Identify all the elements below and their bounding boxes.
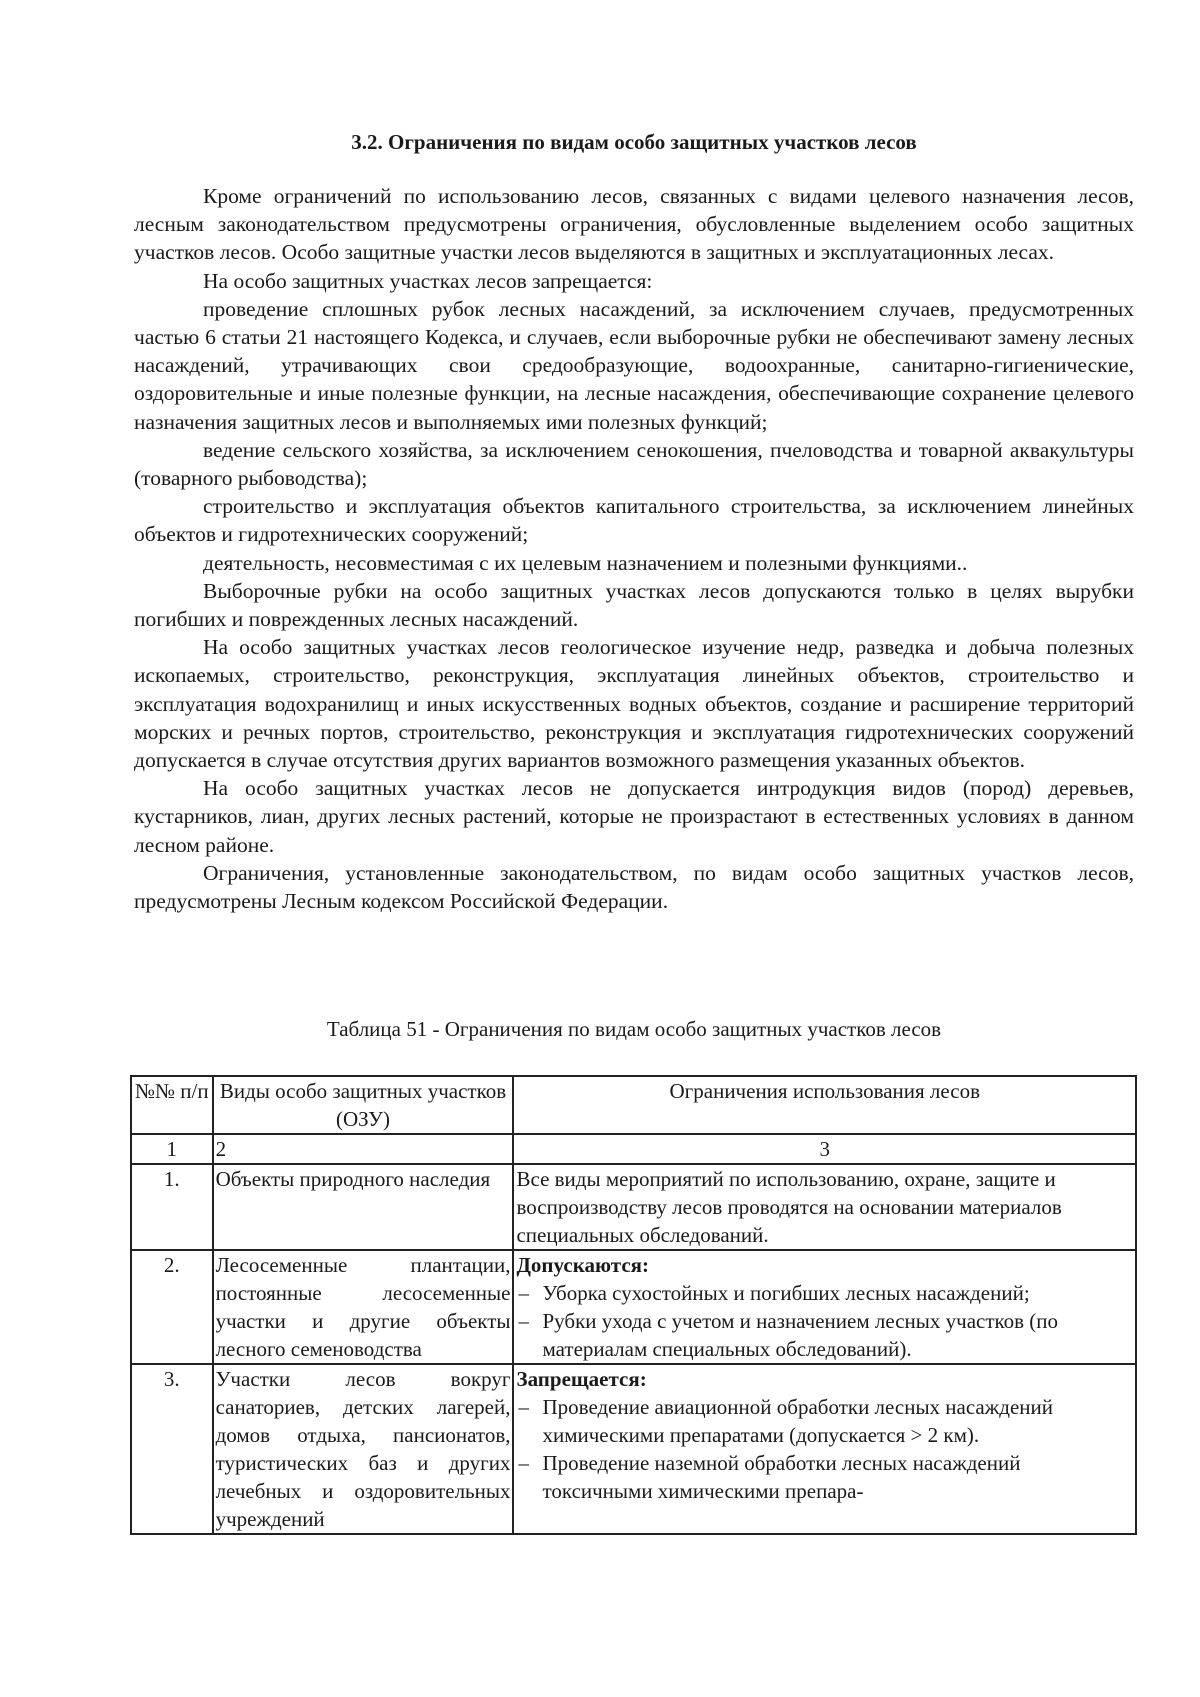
restriction-heading: Допускаются: xyxy=(516,1253,650,1277)
section-title: 3.2. Ограничения по видам особо защитных участков лесов xyxy=(351,130,917,154)
restriction-item: – Рубки ухода с учетом и назначением лесных участков (по материалам специальных обследований). xyxy=(516,1307,1133,1363)
row-restriction-cell xyxy=(513,1250,1136,1364)
row-restriction-cell xyxy=(513,1364,1136,1534)
table-row xyxy=(131,1164,1136,1250)
paragraph: проведение сплошных рубок лесных насаждений, за исключением случаев, предусмотренных частью 6 статьи 21 настоящего Кодекса, и случаев, если выборочные рубки не обеспечивают замену лесных насаждений, утрачивающих свои средообразующие, водоохранные, санитарно-гигиенические, оздоровительные и иные полезные функции, на лесные насаждения, обеспечивающие сохранение целевого назначения защитных лесов и выполняемых ими полезных функций; xyxy=(134,296,1134,434)
paragraph: На особо защитных участках лесов запрещается: xyxy=(203,268,653,293)
paragraph: На особо защитных участках лесов геологическое изучение недр, разведка и добыча полезных ископаемых, строительство, реконструкция, эксплуатация линейных объектов, строительство и эксплуатация водохранилищ и иных искусственных водных объектов, создание и расширение территорий морских и речных портов, строительство, реконструкция и эксплуатация гидротехнических сооружений допускается в случае отсутствия других вариантов возможного размещения указанных объектов. xyxy=(134,635,1134,773)
paragraph: На особо защитных участках лесов не допускается интродукция видов (пород) деревьев, кустарников, лиан, других лесных растений, которые не произрастают в естественных условиях в данном лесном районе. xyxy=(134,776,1134,857)
header-cell-restrictions: Ограничения использования лесов xyxy=(513,1076,1136,1134)
column-number-cell: 2 xyxy=(213,1134,514,1164)
restriction-item: – Проведение авиационной обработки лесных насаждений химическими препаратами (допускается > 2 км). xyxy=(516,1393,1133,1449)
row-kind-cell: Объекты природного наследия xyxy=(213,1164,514,1250)
row-number-cell: 1. xyxy=(131,1164,213,1250)
table-caption: Таблица 51 - Ограничения по видам особо защитных участков лесов xyxy=(326,1017,942,1041)
paragraph: строительство и эксплуатация объектов капитального строительства, за исключением линейных объектов и гидротехнических сооружений; xyxy=(134,494,1134,547)
paragraph: Кроме ограничений по использованию лесов, связанных с видами целевого назначения лесов, лесным законодательством предусмотрены ограничения, обусловленные выделением особо защитных участков лесов. Особо защитные участки лесов выделяются в защитных и эксплуатационных лесах. xyxy=(134,184,1134,265)
column-number-cell: 1 xyxy=(131,1134,213,1164)
table-row xyxy=(131,1364,1136,1534)
restriction-heading: Запрещается: xyxy=(516,1367,647,1391)
restriction-item: – Уборка сухостойных и погибших лесных насаждений; xyxy=(516,1279,1133,1307)
paragraph: деятельность, несовместимая с их целевым назначением и полезными функциями.. xyxy=(203,550,968,575)
table-row xyxy=(131,1250,1136,1364)
row-number-cell: 3. xyxy=(131,1364,213,1534)
row-kind-cell: Лесосеменные плантации, постоянные лесосеменные участки и другие объекты лесного семеноводства xyxy=(213,1250,514,1364)
row-number-cell: 2. xyxy=(131,1250,213,1364)
table-header-row xyxy=(131,1076,1136,1134)
row-restriction-cell: Все виды мероприятий по использованию, охране, защите и воспроизводству лесов проводятся на основании материалов специальных обследований. xyxy=(513,1164,1136,1250)
column-number-cell: 3 xyxy=(513,1134,1136,1164)
header-cell-number: №№ п/п xyxy=(131,1076,213,1134)
body-text xyxy=(134,182,1134,915)
header-cell-kind: Виды особо защитных участков (ОЗУ) xyxy=(213,1076,514,1134)
paragraph: Ограничения, установленные законодательством, по видам особо защитных участков лесов, предусмотрены Лесным кодексом Российской Федерации. xyxy=(134,860,1134,914)
paragraph: Выборочные рубки на особо защитных участках лесов допускаются только в целях вырубки погибших и поврежденных лесных насаждений. xyxy=(134,578,1134,632)
paragraph: ведение сельского хозяйства, за исключением сенокошения, пчеловодства и товарной аквакультуры (товарного рыбоводства); xyxy=(134,437,1134,491)
table-column-number-row xyxy=(131,1134,1136,1164)
row-kind-cell: Участки лесов вокруг санаториев, детских лагерей, домов отдыха, пансионатов, туристических баз и других лечебных и оздоровительных учреждений xyxy=(213,1364,514,1534)
restriction-item: – Проведение наземной обработки лесных насаждений токсичными химическими препара- xyxy=(516,1449,1133,1505)
restrictions-table xyxy=(130,1075,1137,1535)
